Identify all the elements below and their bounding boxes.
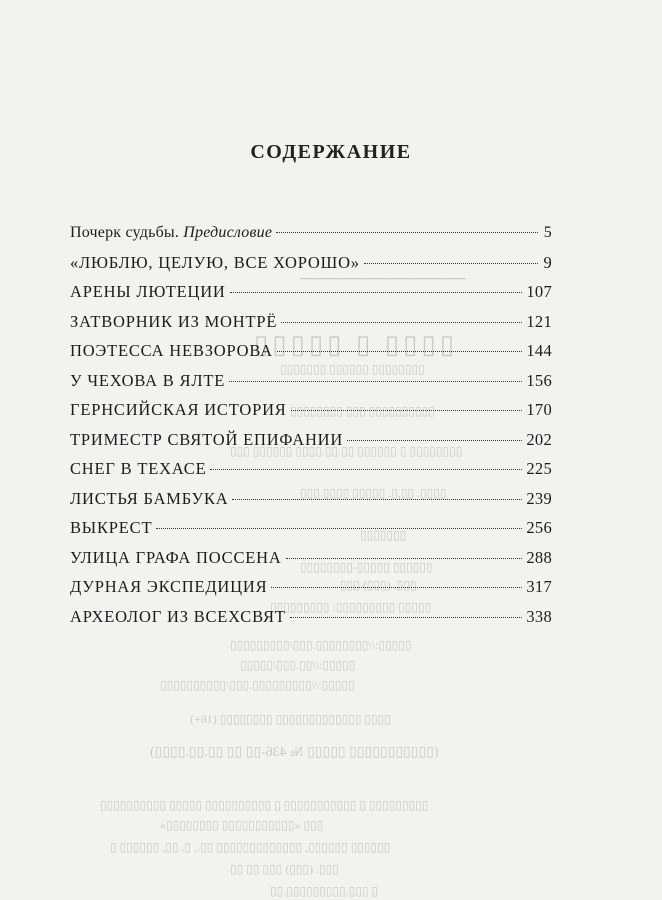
toc-entry[interactable]: [70, 395, 552, 425]
dot-leader: [281, 322, 522, 323]
dot-leader: [271, 587, 522, 588]
toc-entry-page: 317: [526, 577, 552, 596]
table-of-contents: [70, 218, 552, 631]
toc-entry-page: 5: [543, 224, 552, 241]
toc-entry-page: 239: [526, 488, 552, 508]
toc-entry[interactable]: [70, 454, 552, 484]
dot-leader: [230, 292, 523, 293]
toc-entry-title: СНЕГ В ТЕХАСЕ: [70, 459, 207, 478]
dot-leader: [347, 440, 522, 441]
toc-entry[interactable]: [70, 602, 552, 632]
toc-entry[interactable]: [70, 336, 552, 366]
toc-entry-title: Почерк судьбы.: [70, 224, 184, 241]
dot-leader: [291, 410, 523, 411]
toc-entry[interactable]: [70, 366, 552, 396]
dot-leader: [276, 232, 538, 233]
toc-entry[interactable]: [70, 484, 552, 514]
toc-entry[interactable]: [70, 513, 552, 543]
toc-entry-page: 256: [526, 518, 552, 537]
toc-entry-page: 107: [526, 282, 552, 301]
toc-entry[interactable]: [70, 307, 552, 337]
dot-leader: [290, 617, 523, 618]
reverse-side-show-through: ───────────── ▯▯▯▯ ▯ ▯▯▯▯▯ ▯▯▯▯▯▯▯▯ ▯▯▯▯▯▯ ▯▯▯▯▯▯▯ ▯▯▯▯▯▯▯▯▯▯ ▯▯▯ ▯▯▯▯▯▯▯▯ ▯▯▯▯▯▯▯▯ ▯ ▯▯▯▯▯▯ ▯▯.▯▯.▯▯▯▯ ▯▯▯▯▯▯ ▯▯▯ ▯▯▯▯. ▯▯,▯. ▯▯▯▯▯ ▯▯▯▯ ▯▯▯ ▯▯▯▯▯▯▯ ▯▯▯▯▯▯ ▯▯▯▯▯-▯▯▯▯▯▯▯▯ ▯▯▯. (▯▯▯) ▯▯▯ ▯▯▯▯▯ ▯▯▯▯▯▯▯▯▯: ▯▯▯▯▯▯▯▯▯ ▯▯▯▯▯://▯▯▯▯▯▯▯▯.▯▯▯/▯▯▯▯▯▯▯▯▯ ▯▯▯▯▯://▯▯.▯▯▯/▯▯▯▯▯ ▯▯▯▯▯://▯▯▯▯▯▯▯▯▯.▯▯▯/▯▯▯▯▯▯▯▯▯▯ ▯▯▯▯ ▯▯▯▯▯▯▯▯▯▯▯▯▯ ▯▯▯▯▯▯▯▯ (16+) (▯▯▯▯▯▯▯▯▯▯▯ ▯▯▯▯▯ № 436-▯▯ ▯▯ ▯▯.▯▯.▯▯▯▯) ▯▯▯▯▯▯▯▯▯ ▯ ▯▯▯▯▯▯▯▯▯▯▯ ▯ ▯▯▯▯▯▯▯▯▯▯ ▯▯▯▯▯ ▯▯▯▯▯▯▯▯▯▯ ▯▯▯ «▯▯▯▯▯▯▯▯▯▯▯ ▯▯▯▯▯▯▯▯» ▯▯▯▯▯▯ ▯▯▯▯▯▯, ▯▯▯▯▯▯▯▯▯▯▯▯▯ ▯▯., ▯. ▯▯, ▯▯▯▯▯▯ ▯ ▯▯▯. (▯▯▯) ▯▯▯ ▯▯ ▯▯ ▯ ▯▯▯.▯▯▯▯▯▯▯▯▯.▯▯: [100, 268, 466, 898]
toc-entry-title: УЛИЦА ГРАФА ПОССЕНА: [70, 547, 282, 567]
dot-leader: [286, 558, 523, 559]
toc-entry-title: ТРИМЕСТР СВЯТОЙ ЕПИФАНИИ: [70, 429, 344, 449]
toc-entry-page: 170: [526, 400, 552, 419]
toc-entry-page: 338: [526, 606, 552, 626]
contents-heading: СОДЕРЖАНИЕ: [250, 141, 412, 164]
toc-entry-title: ГЕРНСИЙСКАЯ ИСТОРИЯ: [70, 400, 287, 419]
dot-leader: [210, 469, 522, 470]
toc-entry[interactable]: [70, 248, 552, 278]
toc-entry-title: ВЫКРЕСТ: [70, 518, 153, 537]
dot-leader: [232, 499, 522, 500]
toc-entry-page: 144: [526, 341, 552, 360]
toc-entry-subtitle: Предисловие: [183, 224, 273, 241]
toc-entry-page: 121: [526, 311, 552, 331]
toc-entry-title: АРХЕОЛОГ ИЗ ВСЕХСВЯТ: [70, 606, 286, 626]
toc-entry-title: ДУРНАЯ ЭКСПЕДИЦИЯ: [70, 577, 268, 596]
dot-leader: [277, 351, 522, 352]
dot-leader: [364, 263, 538, 264]
toc-entry-title: АРЕНЫ ЛЮТЕЦИИ: [70, 282, 226, 301]
toc-entry-page: 156: [526, 370, 552, 390]
toc-entry-page: 288: [526, 547, 552, 567]
toc-entry-page: 202: [526, 429, 552, 449]
toc-entry-title: ЛИСТЬЯ БАМБУКА: [70, 488, 229, 508]
toc-entry-title: ЗАТВОРНИК ИЗ МОНТРЁ: [70, 311, 278, 331]
toc-entry[interactable]: [70, 277, 552, 307]
toc-entry-title: ПОЭТЕССА НЕВЗОРОВА: [70, 341, 273, 360]
dot-leader: [229, 381, 522, 382]
toc-entry-page: 9: [543, 252, 552, 272]
toc-entry-title: «ЛЮБЛЮ, ЦЕЛУЮ, ВСЕ ХОРОШО»: [70, 252, 360, 272]
toc-entry[interactable]: [70, 572, 552, 602]
toc-entry[interactable]: [70, 543, 552, 573]
dot-leader: [156, 528, 522, 529]
toc-entry-title: У ЧЕХОВА В ЯЛТЕ: [70, 370, 226, 390]
toc-entry-foreword[interactable]: [70, 218, 552, 248]
toc-entry-page: 225: [526, 459, 552, 478]
toc-entry[interactable]: [70, 425, 552, 455]
